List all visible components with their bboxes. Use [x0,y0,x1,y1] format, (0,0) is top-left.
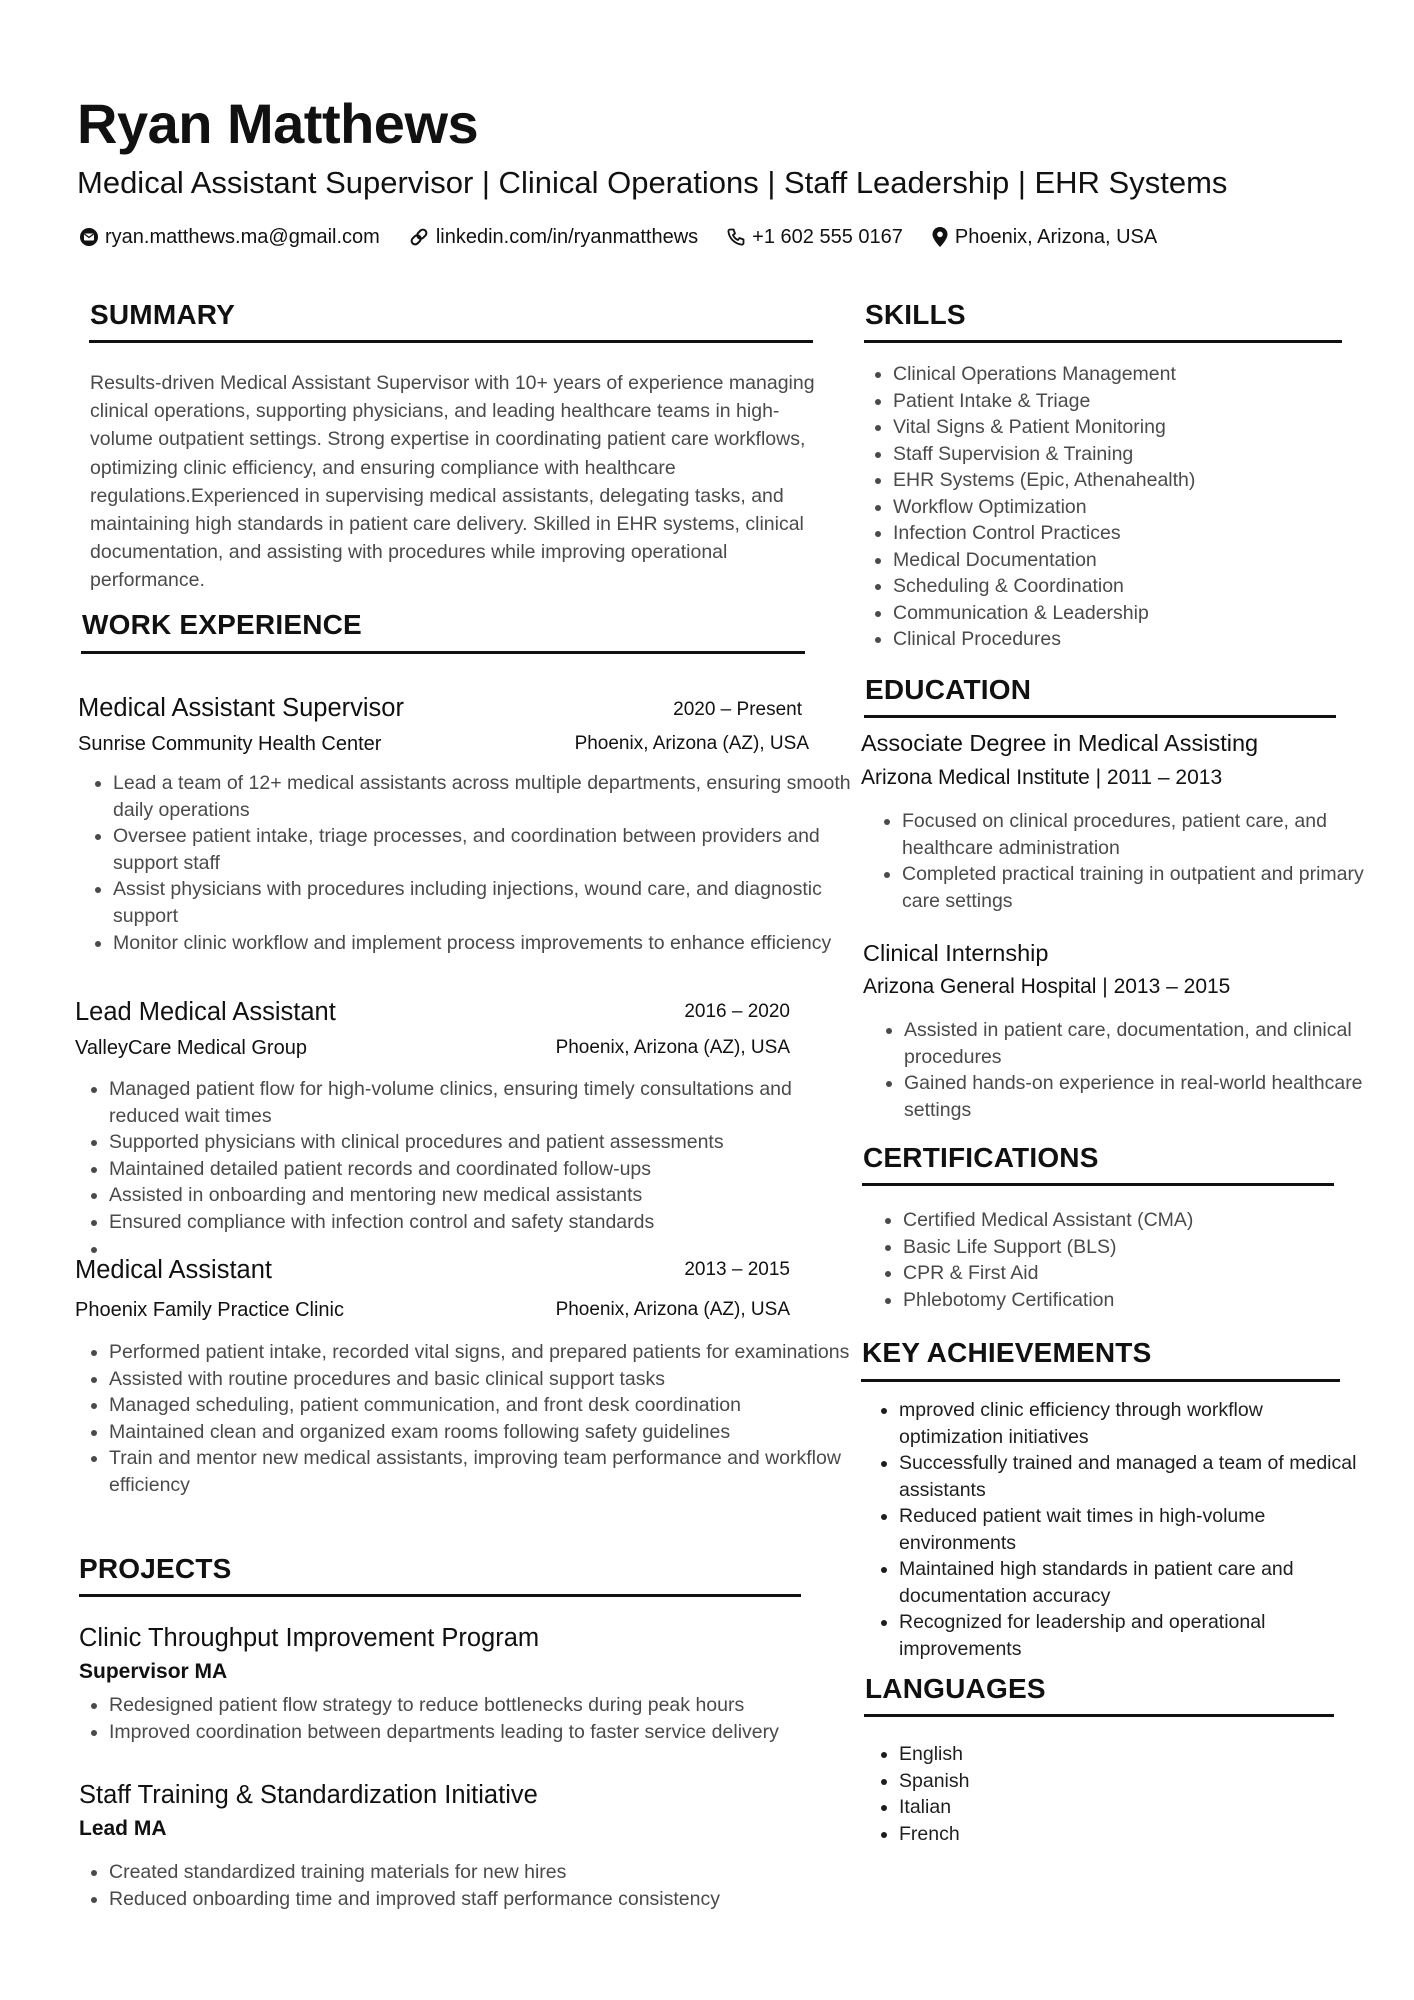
list-item: • Maintained clean and organized exam rooms following safety guidelines [109,1419,866,1446]
languages-list [868,1741,1369,1847]
contact-linkedin-text: linkedin.com/in/ryanmatthews [435,225,699,248]
job-dates: 2020 – Present [673,699,802,720]
experience-divider [81,651,805,654]
list-item: • Successfully trained and managed a team of medical assistants [899,1450,1369,1503]
languages-divider [864,1714,1334,1717]
list-item: • French [899,1821,1369,1848]
list-item: • Infection Control Practices [893,520,1363,547]
list-item: • Redesigned patient flow strategy to reduce bottlenecks during peak hours [109,1692,866,1719]
skills-heading: SKILLS [865,299,966,330]
education-degree: Associate Degree in Medical Assisting [861,730,1259,756]
education-bullets [871,808,1372,914]
list-item: • Maintained detailed patient records and coordinated follow-ups [109,1156,866,1183]
list-item: • Patient Intake & Triage [893,388,1363,415]
projects-heading: PROJECTS [79,1553,232,1584]
job-employer: ValleyCare Medical Group [75,1037,307,1059]
list-item: • Spanish [899,1768,1369,1795]
job-employer: Phoenix Family Practice Clinic [75,1299,344,1321]
achievements-divider [861,1379,1340,1382]
list-item: • Assist physicians with procedures including injections, wound care, and diagnostic support [113,876,870,929]
project-role: Supervisor MA [79,1660,228,1683]
list-item: • Clinical Procedures [893,626,1363,653]
contact-email-text: ryan.matthews.ma@gmail.com [105,225,380,248]
list-item: • Supported physicians with clinical procedures and patient assessments [109,1129,866,1156]
contact-phone[interactable] [726,226,903,249]
list-item: • Phlebotomy Certification [903,1287,1373,1314]
contact-location-text: Phoenix, Arizona, USA [954,225,1158,248]
education-degree: Clinical Internship [863,940,1049,966]
list-item: • Created standardized training materials for new hires [109,1859,866,1886]
job-bullets [82,770,870,956]
list-item: • Ensured compliance with infection control and safety standards [109,1209,866,1236]
job-title: Medical Assistant Supervisor [78,694,404,722]
list-item: • Recognized for leadership and operational improvements [899,1609,1369,1662]
list-item: • Medical Documentation [893,547,1363,574]
project-bullets [78,1859,866,1912]
list-item: • CPR & First Aid [903,1260,1373,1287]
contact-linkedin[interactable] [408,226,698,249]
list-item: • mproved clinic efficiency through workflow optimization initiatives [899,1397,1369,1450]
email-icon [79,227,99,247]
job-bullets [78,1076,866,1262]
project-name: Staff Training & Standardization Initiative [79,1781,538,1809]
contact-bar [79,222,1185,252]
job-location: Phoenix, Arizona (AZ), USA [574,733,809,754]
list-item: • Communication & Leadership [893,600,1363,627]
list-item: • Train and mentor new medical assistants, improving team performance and workflow efficiency [109,1445,866,1498]
list-item: • Improved coordination between departments leading to faster service delivery [109,1719,866,1746]
candidate-name: Ryan Matthews [77,92,479,155]
education-bullets [873,1017,1374,1123]
list-item: • Lead a team of 12+ medical assistants across multiple departments, ensuring smooth daily operations [113,770,870,823]
list-item: • English [899,1741,1369,1768]
list-item: • Monitor clinic workflow and implement process improvements to enhance efficiency [113,930,870,957]
job-dates: 2016 – 2020 [684,1001,790,1022]
project-name: Clinic Throughput Improvement Program [79,1624,540,1652]
job-title: Lead Medical Assistant [75,998,336,1026]
list-item: • Clinical Operations Management [893,361,1363,388]
job-location: Phoenix, Arizona (AZ), USA [555,1299,790,1320]
list-item: • Managed scheduling, patient communication, and front desk coordination [109,1392,866,1419]
list-item: • Completed practical training in outpatient and primary care settings [902,861,1372,914]
job-location: Phoenix, Arizona (AZ), USA [555,1037,790,1058]
project-role: Lead MA [79,1817,167,1840]
projects-divider [79,1594,801,1597]
certifications-list [872,1207,1373,1313]
contact-phone-text: +1 602 555 0167 [752,225,903,248]
project-bullets [78,1692,866,1745]
list-item: • Basic Life Support (BLS) [903,1234,1373,1261]
list-item: • Gained hands-on experience in real-world healthcare settings [904,1070,1374,1123]
list-item: • Italian [899,1794,1369,1821]
summary-text: Results-driven Medical Assistant Supervisor with 10+ years of experience managing clinical operations, supporting physicians, and leading healthcare teams in high-volume outpatient settings. Strong expertise in coordinating patient care workflows, optimizing clinic efficiency, and ensuring compliance with healthcare regulations.Experienced in supervising medical assistants, delegating tasks, and maintaining high standards in patient care delivery. Skilled in EHR systems, clinical documentation, and assisting with procedures while improving operational performance. [90,372,815,592]
list-item: • Vital Signs & Patient Monitoring [893,414,1363,441]
summary-divider [89,340,813,343]
list-item: • Focused on clinical procedures, patient care, and healthcare administration [902,808,1372,861]
list-item: • EHR Systems (Epic, Athenahealth) [893,467,1363,494]
list-item: • Assisted in onboarding and mentoring new medical assistants [109,1182,866,1209]
experience-heading: WORK EXPERIENCE [82,609,362,640]
list-item: • Workflow Optimization [893,494,1363,521]
list-item: • Oversee patient intake, triage processes, and coordination between providers and support staff [113,823,870,876]
headline: Medical Assistant Supervisor | Clinical Operations | Staff Leadership | EHR Systems [77,165,1228,200]
list-item: • Scheduling & Coordination [893,573,1363,600]
contact-email[interactable] [79,226,380,249]
education-heading: EDUCATION [865,674,1032,705]
achievements-heading: KEY ACHIEVEMENTS [862,1337,1152,1368]
education-school: Arizona General Hospital | 2013 – 2015 [863,975,1231,998]
list-item: • Staff Supervision & Training [893,441,1363,468]
phone-icon [726,227,746,247]
list-item: • Reduced onboarding time and improved staff performance consistency [109,1886,866,1913]
list-item: • Assisted with routine procedures and basic clinical support tasks [109,1366,866,1393]
summary-heading: SUMMARY [90,299,236,330]
achievements-list [868,1397,1369,1662]
contact-location [931,226,1157,249]
list-item: • Assisted in patient care, documentation, and clinical procedures [904,1017,1374,1070]
list-item: • Managed patient flow for high-volume clinics, ensuring timely consultations and reduced wait times [109,1076,866,1129]
job-employer: Sunrise Community Health Center [78,733,382,755]
certifications-divider [862,1183,1334,1186]
skills-list [862,361,1363,653]
education-school: Arizona Medical Institute | 2011 – 2013 [861,766,1223,789]
list-item: • Performed patient intake, recorded vital signs, and prepared patients for examinations [109,1339,866,1366]
list-item: • Maintained high standards in patient care and documentation accuracy [899,1556,1369,1609]
location-pin-icon [931,226,949,248]
skills-divider [864,340,1342,343]
job-bullets [78,1339,866,1498]
list-item: • Certified Medical Assistant (CMA) [903,1207,1373,1234]
link-icon [408,226,430,248]
education-divider [864,715,1336,718]
job-dates: 2013 – 2015 [684,1259,790,1280]
certifications-heading: CERTIFICATIONS [863,1142,1099,1173]
list-item: • Reduced patient wait times in high-volume environments [899,1503,1369,1556]
job-title: Medical Assistant [75,1256,273,1284]
languages-heading: LANGUAGES [865,1673,1046,1704]
